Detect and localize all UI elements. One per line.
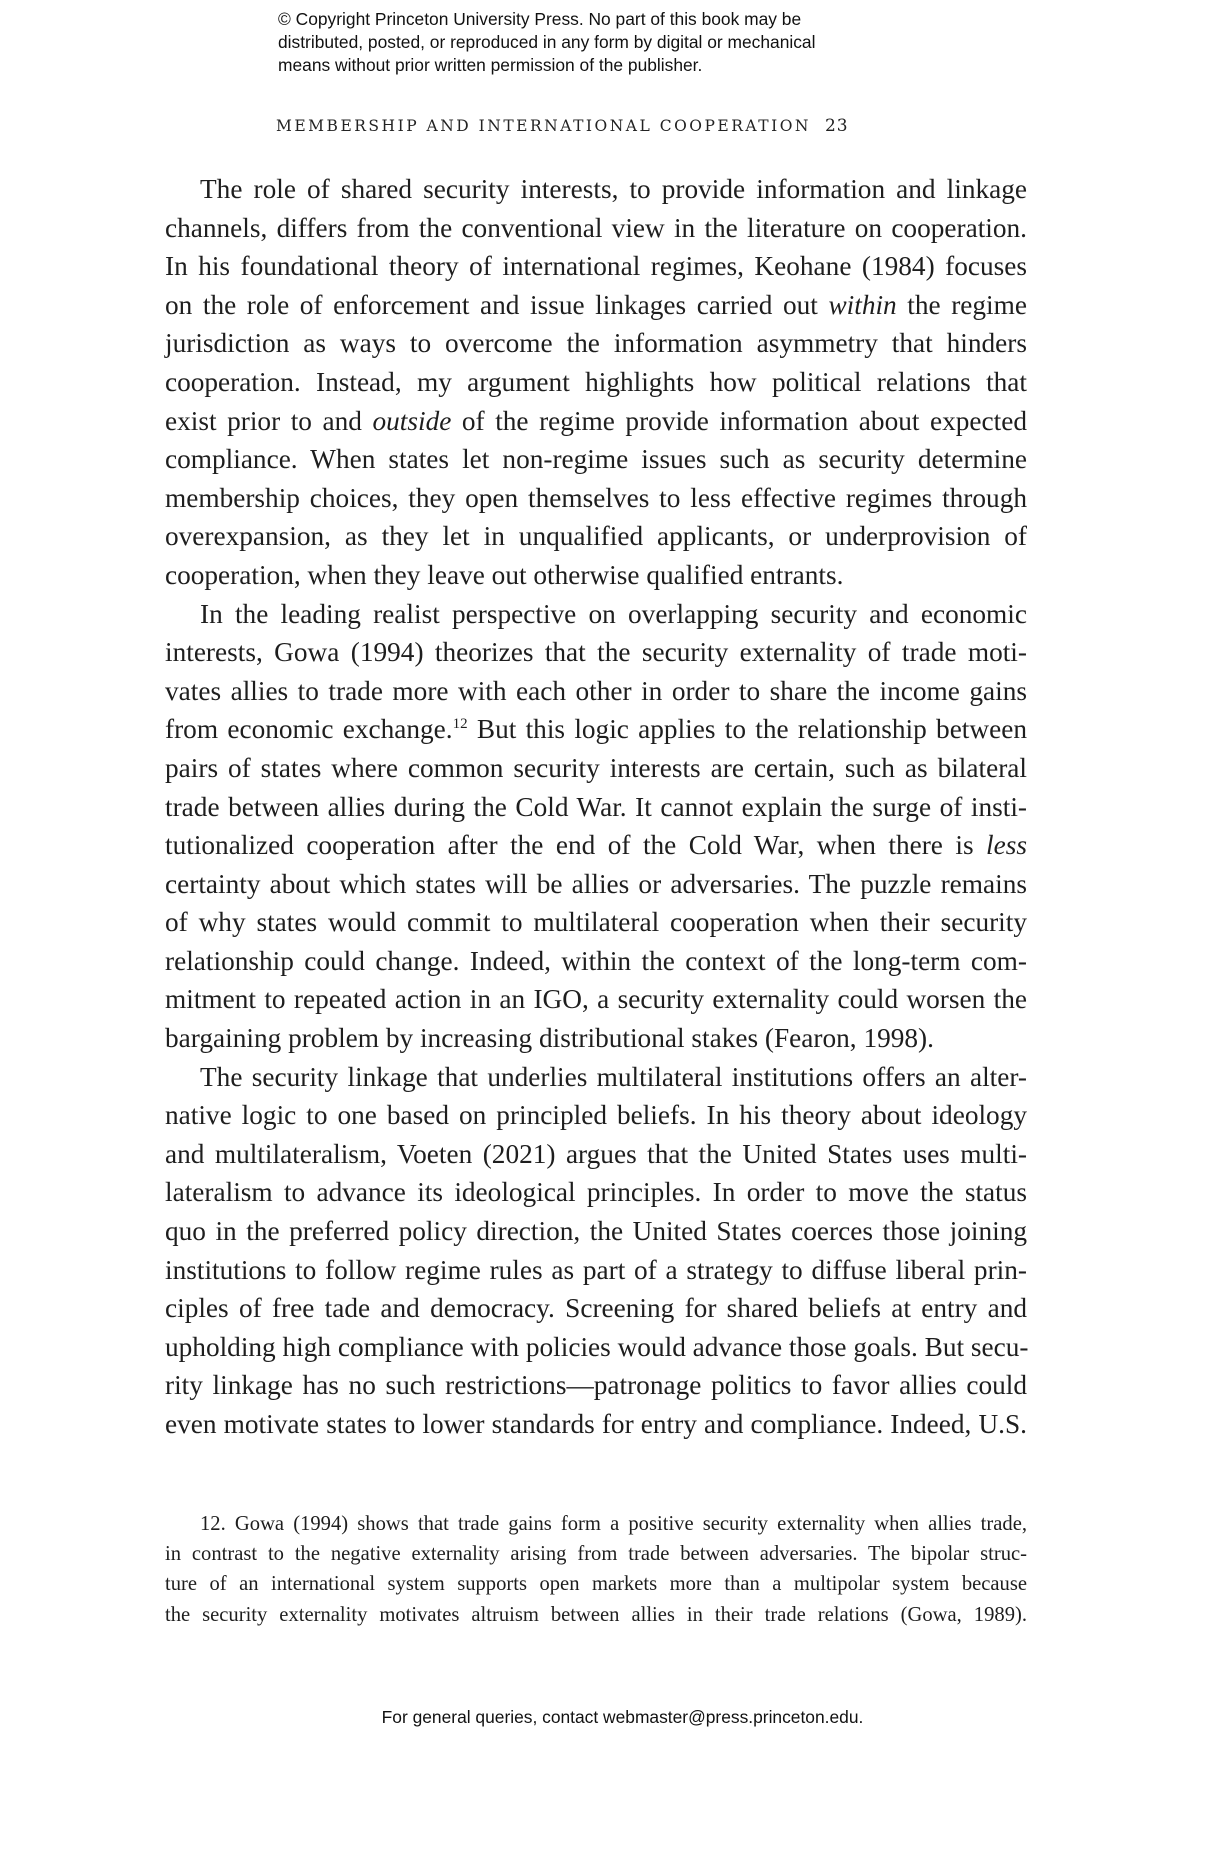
text-line: lateralism to advance its ideological principles. In order to move the status <box>165 1177 1027 1208</box>
text-line: institutions to follow regime rules as part of a strategy to diffuse liberal prin- <box>165 1254 1027 1285</box>
paragraph <box>165 170 1027 595</box>
text-line: ciples of free tade and democracy. Screening for shared beliefs at entry and <box>165 1293 1027 1324</box>
text-run: on the role of enforcement and issue linkages carried out <box>165 289 829 320</box>
text-line: upholding high compliance with policies would advance those goals. But secu- <box>165 1331 1029 1362</box>
text-line: pairs of states where common security interests are certain, such as bilateral <box>165 752 1027 783</box>
italic-text: outside <box>372 405 452 436</box>
text-line: cooperation, when they leave out otherwise qualified entrants. <box>165 559 844 590</box>
body-text <box>165 170 1027 1444</box>
text-run: of the regime provide information about expected <box>451 405 1027 436</box>
text-line <box>165 286 1027 325</box>
italic-text: within <box>828 289 897 320</box>
text-line: vates allies to trade more with each other in order to share the income gains <box>165 675 1027 706</box>
copyright-line: means without prior written permission of the publisher. <box>278 55 703 75</box>
text-run: the regime <box>896 289 1027 320</box>
footnote-reference[interactable]: 12 <box>452 716 468 733</box>
text-line <box>165 826 1027 865</box>
text-line <box>165 402 1027 441</box>
text-run: tutionalized cooperation after the end of the Cold War, when there is <box>165 830 987 861</box>
footer-contact: For general queries, contact webmaster@press.princeton.edu. <box>381 1707 864 1727</box>
copyright-line: distributed, posted, or reproduced in any form by digital or mechanical <box>278 32 816 52</box>
text-line: compliance. When states let non-regime issues such as security determine <box>165 444 1027 475</box>
text-line: quo in the preferred policy direction, the United States coerces those joining <box>165 1216 1027 1247</box>
text-line: The security linkage that underlies multilateral institutions offers an alter- <box>200 1061 1027 1092</box>
text-line: overexpansion, as they let in unqualified applicants, or underprovision of <box>165 521 1027 552</box>
running-head <box>276 116 916 136</box>
text-line: In the leading realist perspective on overlapping security and economic <box>200 598 1027 629</box>
text-line: In his foundational theory of international regimes, Keohane (1984) focuses <box>165 251 1027 282</box>
text-run: from economic exchange. <box>165 714 453 745</box>
text-line <box>165 710 1027 749</box>
text-run: But this logic applies to the relationship between <box>467 714 1027 745</box>
text-line: certainty about which states will be allies or adversaries. The puzzle remains <box>165 868 1027 899</box>
text-line: bargaining problem by increasing distributional stakes (Fearon, 1998). <box>165 1023 934 1054</box>
text-line: relationship could change. Indeed, within the context of the long-term com- <box>165 945 1027 976</box>
text-line: even motivate states to lower standards for entry and compliance. Indeed, U.S. <box>165 1409 1027 1439</box>
text-line: mitment to repeated action in an IGO, a security externality could worsen the <box>165 984 1027 1015</box>
text-line: membership choices, they open themselves to less effective regimes through <box>165 482 1027 513</box>
footnote-line: in contrast to the negative externality arising from trade between adversaries. The bipolar struc- <box>165 1543 1027 1566</box>
footnote-line: ture of an international system supports open markets more than a multipolar system because <box>165 1573 1027 1596</box>
paragraph <box>165 1058 1027 1444</box>
text-line: and multilateralism, Voeten (2021) argues that the United States uses multi- <box>165 1138 1027 1169</box>
footnote-line: 12. Gowa (1994) shows that trade gains form a positive security externality when allies trade, <box>200 1513 1027 1535</box>
italic-text: less <box>986 830 1027 861</box>
copyright-line: © Copyright Princeton University Press. No part of this book may be <box>278 9 802 29</box>
text-run: exist prior to and <box>165 405 373 436</box>
text-line: cooperation. Instead, my argument highlights how political relations that <box>165 366 1027 397</box>
footnote <box>165 1509 1027 1630</box>
running-head-title: MEMBERSHIP AND INTERNATIONAL COOPERATION <box>276 117 811 135</box>
footnote-line: the security externality motivates altruism between allies in their trade relations (Gowa, 1989). <box>165 1603 1027 1626</box>
text-line: trade between allies during the Cold War. It cannot explain the surge of insti- <box>165 791 1027 822</box>
copyright-notice <box>278 8 918 77</box>
text-line: rity linkage has no such restrictions—patronage politics to favor allies could <box>165 1370 1027 1401</box>
text-line: The role of shared security interests, to provide information and linkage <box>200 174 1027 204</box>
page-number: 23 <box>824 116 849 136</box>
paragraph <box>165 595 1027 1058</box>
text-line: channels, differs from the conventional view in the literature on cooperation. <box>165 212 1027 243</box>
text-line: of why states would commit to multilateral cooperation when their security <box>165 907 1027 938</box>
text-line: jurisdiction as ways to overcome the information asymmetry that hinders <box>165 328 1027 359</box>
text-line: interests, Gowa (1994) theorizes that the security externality of trade moti- <box>165 637 1027 668</box>
text-line: native logic to one based on principled beliefs. In his theory about ideology <box>165 1100 1027 1131</box>
